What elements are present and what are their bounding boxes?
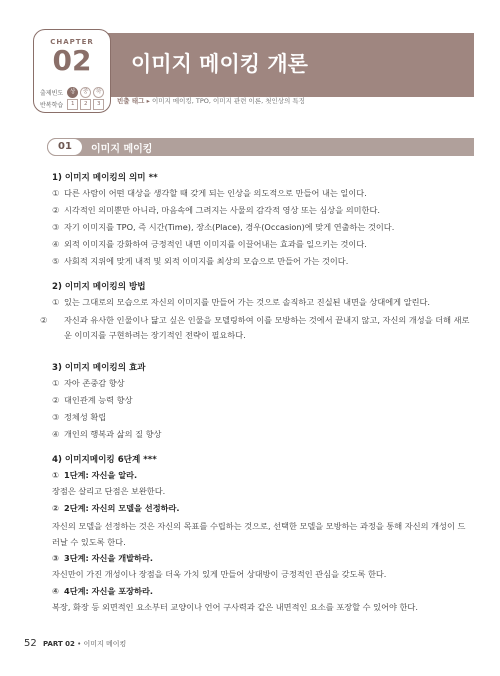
chapter-box [33, 29, 111, 113]
part-label: PART 02 [42, 640, 75, 648]
repeat-row [40, 99, 104, 110]
step-title: ① 1단계: 자신을 알라. [52, 470, 138, 480]
step-body: 자신만이 가진 개성이나 장점을 더욱 가치 있게 만들어 상대방이 긍정적인 관심을 갖도록 한다. [52, 569, 387, 579]
list-item: ③ 자기 이미지를 TPO, 즉 시간(Time), 장소(Place), 경우(Occasion)에 맞게 연출하는 것이다. [52, 222, 395, 232]
frequency-row [40, 87, 104, 98]
chapter-title: 이미지 메이킹 개론 [131, 52, 308, 76]
section-heading [47, 138, 474, 156]
repeat-box-1[interactable]: 1 [67, 99, 78, 110]
list-item: ④ 개인의 행복과 삶의 질 향상 [52, 429, 162, 439]
page-number: 52 [24, 638, 37, 649]
page-footer [24, 638, 126, 649]
repeat-box-3[interactable]: 3 [93, 99, 104, 110]
step-title: ④ 4단계: 자신을 포장하라. [52, 586, 153, 596]
tag-text: 이미지 메이킹, TPO, 이미지 관련 이론, 첫인상의 특징 [151, 97, 305, 105]
subheading-six-steps: 4) 이미지메이킹 6단계 *** [52, 455, 157, 465]
part-title: 이미지 메이킹 [83, 640, 127, 648]
list-item: ① 자아 존중감 향상 [52, 378, 125, 388]
frequency-label: 출제빈도 [40, 90, 64, 97]
list-item: ② 시각적인 의미뿐만 아니라, 마음속에 그려지는 사물의 감각적 영상 또는 심상을 의미한다. [52, 205, 380, 215]
repeat-box-2[interactable]: 2 [80, 99, 91, 110]
subheading-meaning: 1) 이미지 메이킹의 의미 ** [52, 173, 158, 183]
section-title: 이미지 메이킹 [91, 144, 153, 155]
frequent-tags [117, 96, 305, 105]
frequency-high: 상 [67, 87, 78, 98]
list-item: ④ 외적 이미지를 강화하여 긍정적인 내면 이미지를 이끌어내는 효과를 일으키는 것이다. [52, 239, 367, 249]
list-item: ② 자신과 유사한 인물이나 닮고 싶은 인물을 모델링하여 이를 모방하는 것에서 끝내지 않고, 자신의 개성을 더해 새로운 이미지를 구현하려는 장기적인 전략이 필요하다. [40, 315, 470, 340]
chapter-number: 02 [52, 44, 92, 77]
list-item: ① 다른 사람이 어떤 대상을 생각할 때 갖게 되는 인상을 의도적으로 만들어 내는 일이다. [52, 188, 367, 198]
list-item: ⑤ 사회적 지위에 맞게 내적 및 외적 이미지를 최상의 모습으로 만들어 가는 것이다. [52, 256, 349, 266]
step-body: 자신의 모델을 선정하는 것은 자신의 목표를 수립하는 것으로, 선택한 모델을 모방하는 과정을 통해 자신의 개성이 드러날 수 있도록 한다. [52, 521, 466, 547]
list-item: ③ 정체성 확립 [52, 412, 107, 422]
list-item: ① 있는 그대로의 모습으로 자신의 이미지를 만들어 가는 것으로 솔직하고 진실된 내면을 상대에게 알린다. [52, 297, 431, 307]
footer-separator: • [77, 640, 82, 648]
subheading-method: 2) 이미지 메이킹의 방법 [52, 282, 146, 292]
step-body: 복장, 화장 등 외면적인 요소부터 교양이나 언어 구사력과 같은 내면적인 요소를 포장할 수 있어야 한다. [52, 602, 418, 612]
section-number: 01 [47, 138, 83, 156]
repeat-label: 반복학습 [40, 102, 64, 109]
step-title: ③ 3단계: 자신을 개발하라. [52, 553, 153, 563]
tag-key: 빈출 태그 ▸ [117, 97, 150, 105]
step-body: 장점은 살리고 단점은 보완한다. [52, 486, 166, 496]
list-item: ② 대인관계 능력 향상 [52, 395, 133, 405]
step-title: ② 2단계: 자신의 모델을 선정하라. [52, 503, 180, 513]
frequency-mid: 중 [80, 87, 91, 98]
subheading-effect: 3) 이미지 메이킹의 효과 [52, 363, 146, 373]
frequency-low: 하 [93, 87, 104, 98]
chapter-label: CHAPTER [50, 38, 94, 46]
